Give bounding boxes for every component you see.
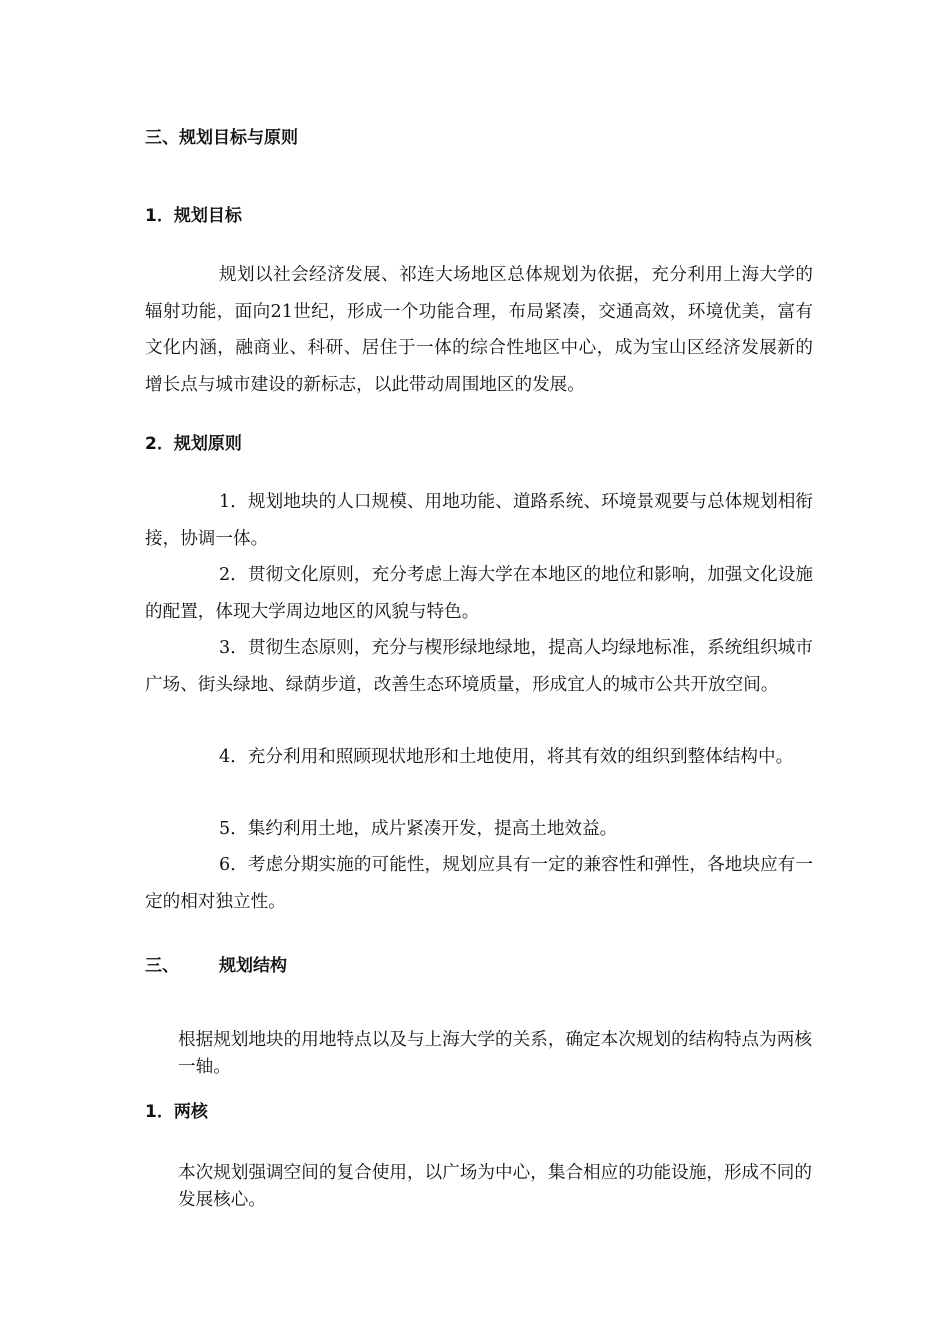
principle-item-5: 5．集约利用土地，成片紧凑开发，提高土地效益。 xyxy=(219,819,618,839)
section-heading-goals-principles: 三、规划目标与原则 xyxy=(145,128,298,148)
principle-item-6: 6．考虑分期实施的可能性，规划应具有一定的兼容性和弹性，各地块应有一定的相对独立性。 xyxy=(145,855,813,912)
paragraph-two-cores: 本次规划强调空间的复合使用，以广场为中心，集合相应的功能设施，形成不同的发展核心。 xyxy=(178,1163,812,1210)
subheading-planning-goal: 1．规划目标 xyxy=(145,206,242,226)
principle-item-2: 2．贯彻文化原则，充分考虑上海大学在本地区的地位和影响，加强文化设施的配置，体现大学周边地区的风貌与特色。 xyxy=(145,565,813,622)
principle-item-3: 3．贯彻生态原则，充分与楔形绿地绿地，提高人均绿地标准，系统组织城市广场、街头绿地、绿荫步道，改善生态环境质量，形成宜人的城市公共开放空间。 xyxy=(145,638,813,695)
section-title: 规划结构 xyxy=(219,956,287,976)
subheading-planning-principles: 2．规划原则 xyxy=(145,434,242,454)
subheading-two-cores: 1．两核 xyxy=(145,1102,208,1122)
principle-item-1: 1．规划地块的人口规模、用地功能、道路系统、环境景观要与总体规划相衔接，协调一体。 xyxy=(145,492,813,549)
paragraph-structure: 根据规划地块的用地特点以及与上海大学的关系，确定本次规划的结构特点为两核一轴。 xyxy=(178,1030,812,1077)
section-heading-structure xyxy=(145,956,287,976)
principle-item-4: 4．充分利用和照顾现状地形和土地使用，将其有效的组织到整体结构中。 xyxy=(219,747,794,767)
paragraph-planning-goal: 规划以社会经济发展、祁连大场地区总体规划为依据，充分利用上海大学的辐射功能，面向21世纪，形成一个功能合理，布局紧凑，交通高效，环境优美，富有文化内涵，融商业、科研、居住于一体的综合性地区中心，成为宝山区经济发展新的增长点与城市建设的新标志，以此带动周围地区的发展。 xyxy=(145,265,813,395)
section-number: 三、 xyxy=(145,956,179,976)
